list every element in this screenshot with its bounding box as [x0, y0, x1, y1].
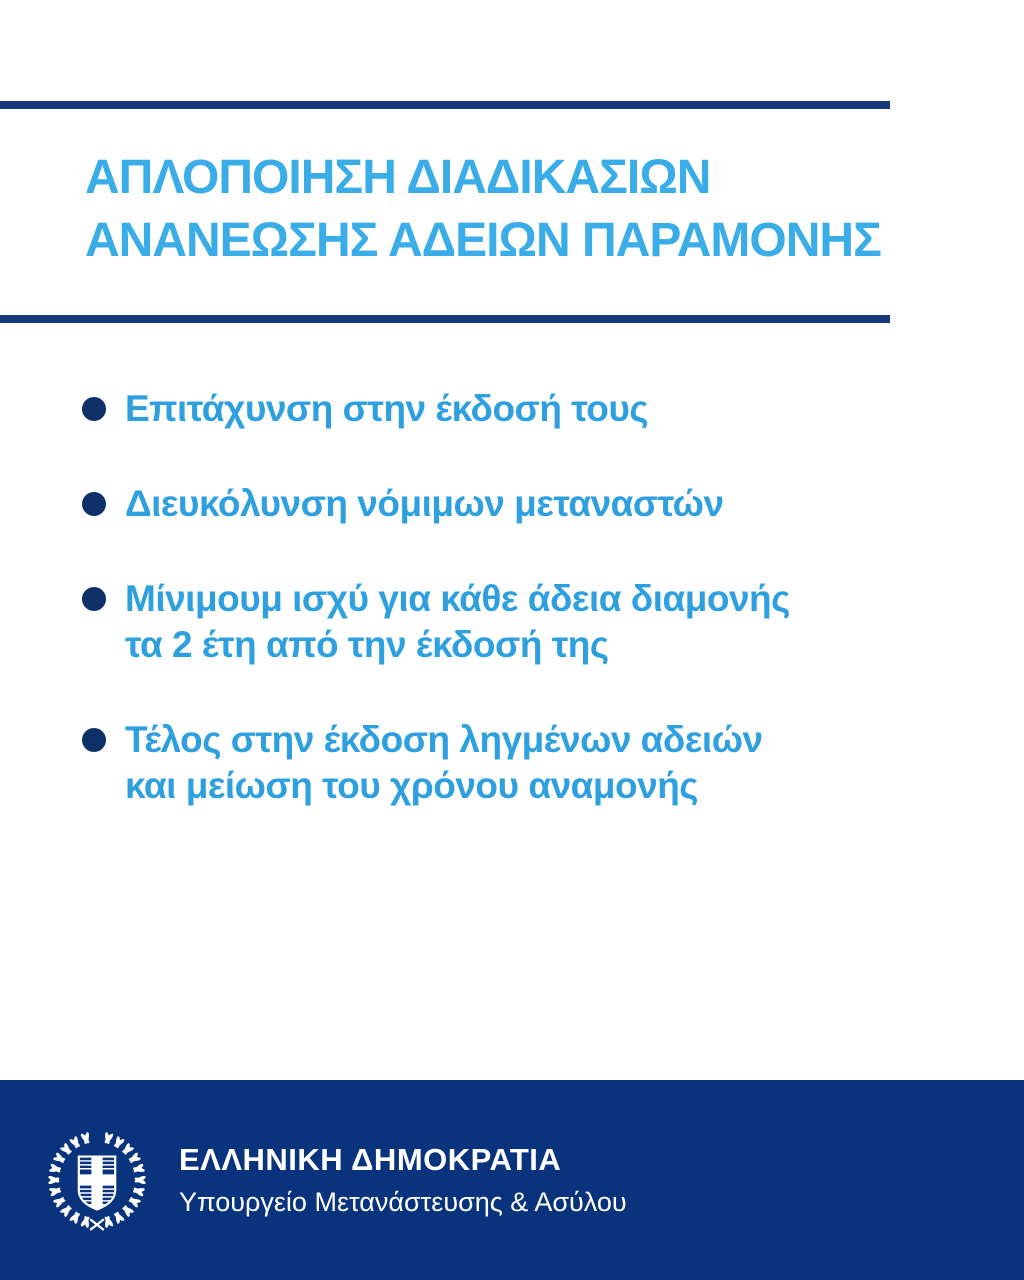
- bullet-line: Τέλος στην έκδοση ληγμένων αδειών: [125, 719, 763, 760]
- footer-band: [0, 1080, 1024, 1280]
- greek-coat-of-arms-icon: [45, 1128, 149, 1232]
- list-item: [82, 717, 984, 809]
- footer-text-block: [179, 1142, 627, 1218]
- bullet-text: [125, 717, 763, 809]
- bullet-line: τα 2 έτη από την έκδοσή της: [125, 624, 609, 665]
- bullet-dot-icon: [82, 397, 106, 421]
- bullet-dot-icon: [82, 728, 106, 752]
- footer-ministry-name: Υπουργείο Μετανάστευσης & Ασύλου: [179, 1187, 627, 1217]
- bullet-text: [125, 576, 790, 668]
- bullet-line: Επιτάχυνση στην έκδοσή τους: [125, 388, 649, 429]
- list-item: [82, 386, 984, 432]
- bullet-line: Διευκόλυνση νόμιμων μεταναστών: [125, 483, 724, 524]
- footer-org-name: ΕΛΛΗΝΙΚΗ ΔΗΜΟΚΡΑΤΙΑ: [179, 1142, 562, 1177]
- bullet-list: [82, 386, 984, 858]
- bullet-dot-icon: [82, 587, 106, 611]
- list-item: [82, 481, 984, 527]
- list-item: [82, 576, 984, 668]
- bullet-dot-icon: [82, 492, 106, 516]
- bullet-line: Μίνιμουμ ισχύ για κάθε άδεια διαμονής: [125, 578, 790, 619]
- bullet-text: [125, 481, 724, 527]
- title-underline-divider: [0, 315, 890, 323]
- page-title: [85, 146, 1015, 272]
- title-line-2: ΑΝΑΝΕΩΣΗΣ ΑΔΕΙΩΝ ΠΑΡΑΜΟΝΗΣ: [85, 214, 881, 267]
- top-divider: [0, 101, 890, 109]
- bullet-text: [125, 386, 648, 432]
- title-line-1: ΑΠΛΟΠΟΙΗΣΗ ΔΙΑΔΙΚΑΣΙΩΝ: [85, 151, 711, 204]
- bullet-line: και μείωση του χρόνου αναμονής: [125, 765, 699, 806]
